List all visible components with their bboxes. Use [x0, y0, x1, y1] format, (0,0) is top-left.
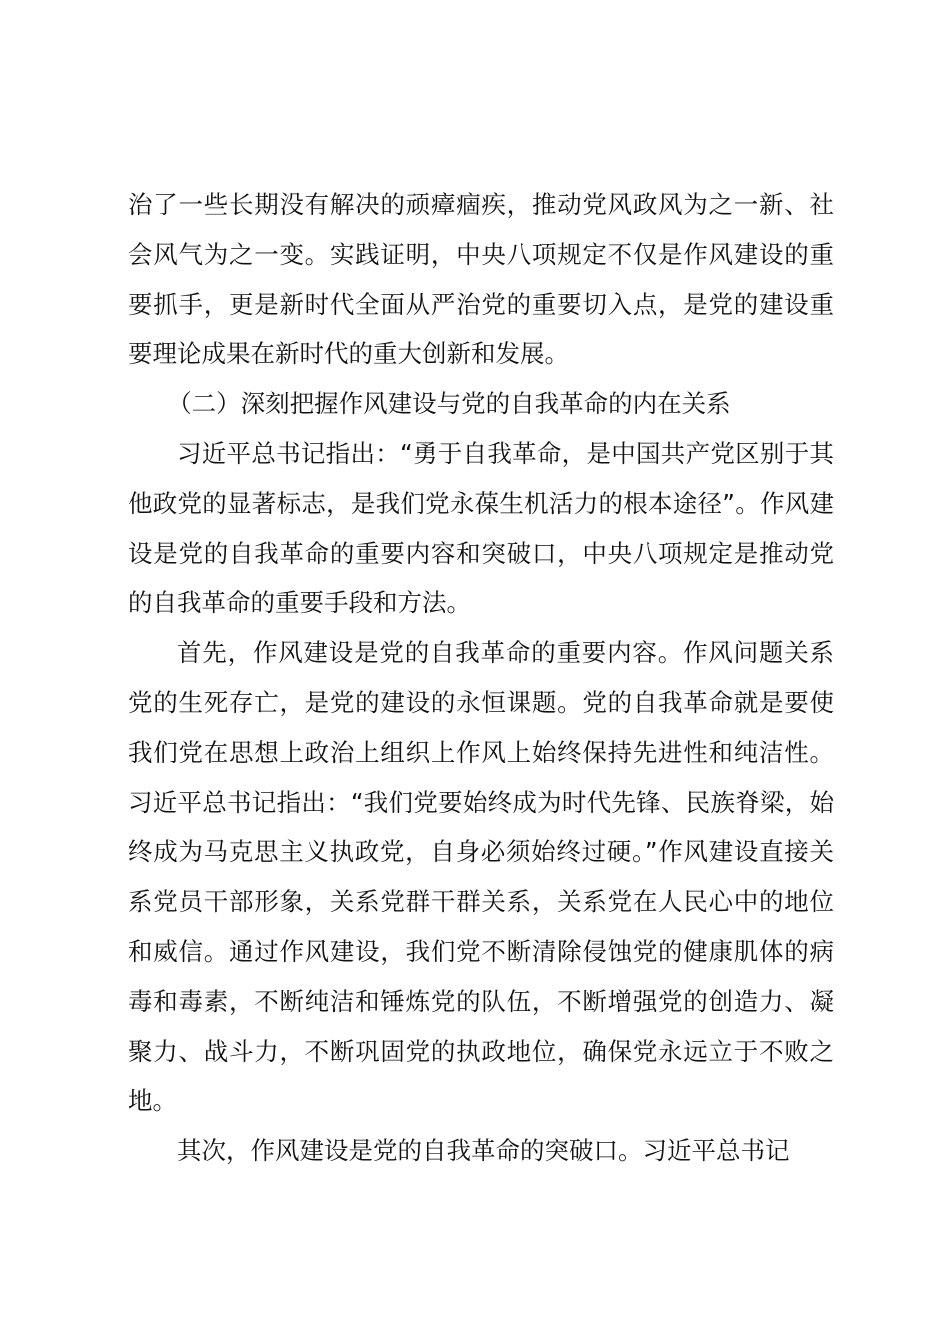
section-heading: （二）深刻把握作风建设与党的自我革命的内在关系 — [167, 389, 731, 419]
document-body — [128, 180, 834, 1176]
paragraph-continuation: 治了一些长期没有解决的顽瘴痼疾，推动党风政风为之一新、社会风气为之一变。实践证明，中央八项规定不仅是作风建设的重要抓手，更是新时代全面从严治党的重要切入点，是党的建设重要理论成果在新时代的重大创新和发展。 — [128, 190, 834, 369]
paragraph-first-point: 首先，作风建设是党的自我革命的重要内容。作风问题关系党的生死存亡，是党的建设的永恒课题。党的自我革命就是要使我们党在思想上政治上组织上作风上始终保持先进性和纯洁性。习近平总书记指出：“我们党要始终成为时代先锋、民族脊梁，始终成为马克思主义执政党，自身必须始终过硬。”作风建设直接关系党员干部形象，关系党群干群关系，关系党在人民心中的地位和威信。通过作风建设，我们党不断清除侵蚀党的健康肌体的病毒和毒素，不断纯洁和锤炼党的队伍，不断增强党的创造力、凝聚力、战斗力，不断巩固党的执政地位，确保党永远立于不败之地。 — [128, 638, 834, 1116]
paragraph-quote-self-revolution: 习近平总书记指出：“勇于自我革命，是中国共产党区别于其他政党的显著标志，是我们党永葆生机活力的根本途径”。作风建设是党的自我革命的重要内容和突破口，中央八项规定是推动党的自我革命的重要手段和方法。 — [128, 438, 834, 618]
paragraph-second-point: 其次，作风建设是党的自我革命的突破口。习近平总书记 — [177, 1136, 790, 1166]
